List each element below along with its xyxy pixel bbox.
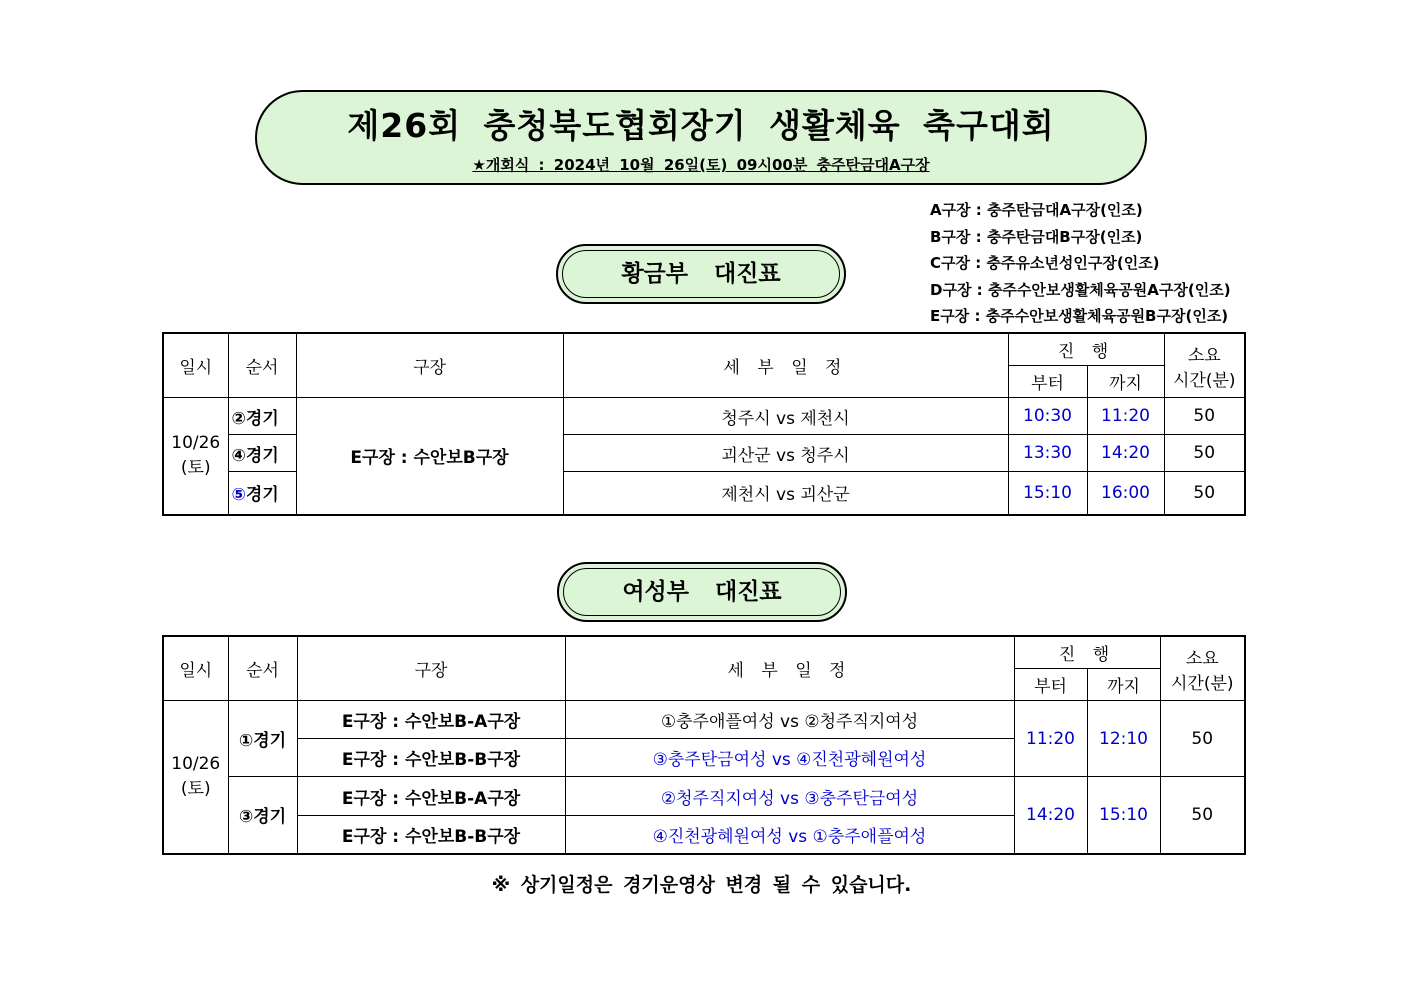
header-to: 까지 bbox=[1087, 366, 1164, 398]
venue-b: B구장 : 충주탄금대B구장(인조) bbox=[930, 227, 1143, 246]
match-detail: 청주시 vs 제천시 bbox=[563, 398, 1008, 435]
match-field: E구장 : 수안보B-B구장 bbox=[297, 816, 565, 854]
match-detail: ③충주탄금여성 vs ④진천광혜원여성 bbox=[565, 739, 1014, 777]
opening-ceremony-info: ★개회식 : 2024년 10월 26일(토) 09시00분 충주탄금대A구장 bbox=[472, 156, 930, 174]
title-banner bbox=[255, 90, 1147, 185]
match-field: E구장 : 수안보B-A구장 bbox=[297, 701, 565, 739]
tournament-title: 제26회 충청북도협회장기 생활체육 축구대회 bbox=[347, 106, 1055, 145]
match-to: 16:00 bbox=[1087, 472, 1164, 515]
match-detail: 제천시 vs 괴산군 bbox=[563, 472, 1008, 515]
match-to: 14:20 bbox=[1087, 435, 1164, 472]
header-date: 일시 bbox=[163, 333, 228, 398]
header-from: 부터 bbox=[1014, 669, 1087, 701]
header-field: 구장 bbox=[297, 636, 565, 701]
venue-list bbox=[930, 197, 1231, 330]
match-from: 15:10 bbox=[1008, 472, 1087, 515]
match-detail: ④진천광혜원여성 vs ①충주애플여성 bbox=[565, 816, 1014, 854]
match-duration: 50 bbox=[1160, 777, 1245, 854]
match-order: ①경기 bbox=[228, 701, 297, 777]
header-duration: 소요 시간(분) bbox=[1164, 333, 1245, 398]
table-row bbox=[163, 398, 1245, 435]
match-order: ⑤경기 bbox=[228, 472, 296, 515]
header-detail: 세 부 일 정 bbox=[563, 333, 1008, 398]
women-schedule-table bbox=[162, 635, 1246, 855]
match-to: 11:20 bbox=[1087, 398, 1164, 435]
match-order: ③경기 bbox=[228, 777, 297, 854]
match-order: ②경기 bbox=[228, 398, 296, 435]
golden-division-heading: 황금부 대진표 bbox=[556, 244, 846, 304]
match-date: 10/26 (토) bbox=[163, 398, 228, 515]
header-to: 까지 bbox=[1087, 669, 1160, 701]
women-division-heading: 여성부 대진표 bbox=[557, 562, 847, 622]
header-duration: 소요 시간(분) bbox=[1160, 636, 1245, 701]
match-order: ④경기 bbox=[228, 435, 296, 472]
match-detail: ②청주직지여성 vs ③충주탄금여성 bbox=[565, 777, 1014, 816]
match-duration: 50 bbox=[1164, 472, 1245, 515]
match-from: 14:20 bbox=[1014, 777, 1087, 854]
table-row bbox=[163, 701, 1245, 739]
match-duration: 50 bbox=[1160, 701, 1245, 777]
header-date: 일시 bbox=[163, 636, 228, 701]
header-field: 구장 bbox=[296, 333, 563, 398]
match-duration: 50 bbox=[1164, 435, 1245, 472]
match-to: 15:10 bbox=[1087, 777, 1160, 854]
match-detail: 괴산군 vs 청주시 bbox=[563, 435, 1008, 472]
match-field: E구장 : 수안보B-B구장 bbox=[297, 739, 565, 777]
match-from: 11:20 bbox=[1014, 701, 1087, 777]
venue-e: E구장 : 충주수안보생활체육공원B구장(인조) bbox=[930, 307, 1229, 325]
schedule-change-note: ※ 상기일정은 경기운영상 변경 될 수 있습니다. bbox=[491, 874, 912, 896]
venue-a: A구장 : 충주탄금대A구장(인조) bbox=[930, 201, 1143, 219]
venue-c: C구장 : 충주유소년성인구장(인조) bbox=[930, 254, 1160, 272]
venue-d: D구장 : 충주수안보생활체육공원A구장(인조) bbox=[930, 280, 1231, 299]
match-date: 10/26 (토) bbox=[163, 701, 228, 854]
match-field: E구장 : 수안보B구장 bbox=[296, 398, 563, 515]
header-from: 부터 bbox=[1008, 366, 1087, 398]
table-row bbox=[163, 777, 1245, 816]
match-from: 13:30 bbox=[1008, 435, 1087, 472]
header-order: 순서 bbox=[228, 636, 297, 701]
match-detail: ①충주애플여성 vs ②청주직지여성 bbox=[565, 701, 1014, 739]
header-progress: 진 행 bbox=[1014, 636, 1160, 669]
header-progress: 진 행 bbox=[1008, 333, 1164, 366]
match-from: 10:30 bbox=[1008, 398, 1087, 435]
golden-schedule-table bbox=[162, 332, 1246, 516]
match-to: 12:10 bbox=[1087, 701, 1160, 777]
header-order: 순서 bbox=[228, 333, 296, 398]
match-field: E구장 : 수안보B-A구장 bbox=[297, 777, 565, 816]
header-detail: 세 부 일 정 bbox=[565, 636, 1014, 701]
match-duration: 50 bbox=[1164, 398, 1245, 435]
